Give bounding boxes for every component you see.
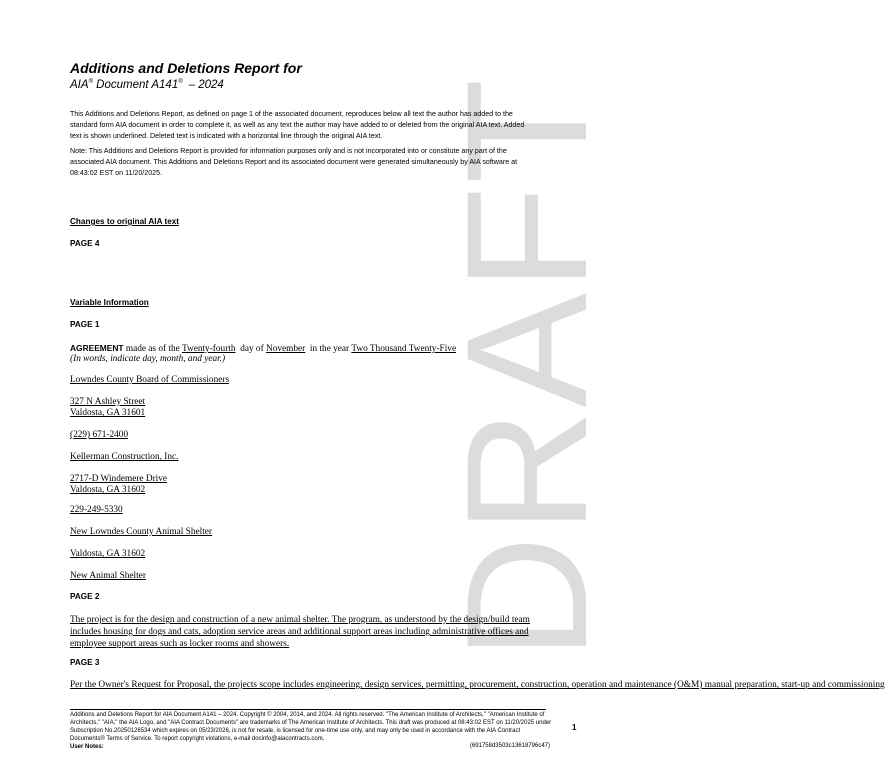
footer-reference: (691758d3503c13618796c47) (469, 743, 550, 749)
page4-header: PAGE 4 (70, 239, 100, 248)
page1-header: PAGE 1 (70, 320, 100, 329)
contractor-address-1: 2717-D Windemere Drive (70, 474, 168, 484)
agreement-month: November (266, 344, 306, 354)
registered-mark: ® (88, 79, 93, 86)
agreement-label: AGREEMENT (70, 343, 124, 353)
variable-info-header: Variable Information (70, 298, 149, 307)
document-name (70, 79, 224, 91)
page2-paragraph: The project is for the design and construction of a new animal shelter. The program, as understood by the design/build team includes housing for dogs and cats, adoption service areas and additional support areas including administrative offices and employee support areas such as locker rooms and showers. (70, 615, 530, 649)
doc-name: Document A141 (96, 79, 179, 91)
agreement-year: Two Thousand Twenty-Five (351, 344, 457, 354)
doc-prefix: AIA (70, 79, 89, 91)
day-of: day of (240, 344, 264, 354)
contractor-address-2: Valdosta, GA 31602 (70, 485, 146, 495)
page3-header: PAGE 3 (70, 658, 100, 667)
footer-text: Additions and Deletions Report for AIA Document A141 – 2024. Copyright © 2004, 2014, and 2024. All rights reserved. "The American Institute of Architects," "American Institute of Architects," "AIA," the AIA Logo, and "AIA Contract Documents" are trademarks of The American Institute of Architects. This draft was produced at 08:43:02 EST on 11/20/2025 under Subscription No.20250126534 which expires on 05/23/2026, is not for resale, is licensed for one-time use only, and may only be used in accordance with the AIA Contract Documents® Terms of Service. To report copyright violations, e-mail docinfo@aiacontracts.com. (70, 712, 552, 743)
report-title: Additions and Deletions Report for (70, 60, 302, 76)
contractor-name: Kellerman Construction, Inc. (70, 452, 179, 462)
project-location: Valdosta, GA 31602 (70, 549, 146, 559)
contractor-phone: 229-249-5330 (70, 505, 123, 515)
user-notes-label: User Notes: (70, 744, 104, 751)
owner-address-1: 327 N Ashley Street (70, 397, 146, 407)
project-description: New Animal Shelter (70, 571, 146, 581)
changes-header: Changes to original AIA text (70, 217, 180, 226)
agreement-day: Twenty-fourth (181, 344, 236, 354)
trademark-mark: ® (178, 79, 183, 86)
date-instruction: (In words, indicate day, month, and year.) (70, 354, 226, 364)
page2-header: PAGE 2 (70, 592, 100, 601)
owner-phone: (229) 671-2400 (70, 430, 129, 440)
owner-address-2: Valdosta, GA 31601 (70, 408, 146, 418)
page3-paragraph: Per the Owner's Request for Proposal, the projects scope includes engineering, design services, permitting, procurement, construction, operation and maintenance (O&M) manual preparation, start-up and commissioning (70, 680, 885, 690)
page-number: 1 (572, 723, 577, 732)
in-the-year: in the year (309, 344, 350, 354)
project-name: New Lowndes County Animal Shelter (70, 527, 213, 537)
footer-divider (70, 709, 546, 710)
draft-watermark: DRAFT (431, 76, 623, 660)
made-as-of: made as of the (125, 344, 180, 354)
owner-name: Lowndes County Board of Commissioners (70, 375, 230, 385)
doc-year: – 2024 (188, 79, 224, 91)
intro-paragraph: This Additions and Deletions Report, as defined on page 1 of the associated document, reproduces below all text the author has added to the standard form AIA document in order to complete it, as well as any text the author may have added to or deleted from the original AIA text. Added text is shown underlined. Deleted text is indicated with a horizontal line through the original AIA text. (70, 110, 525, 140)
note-paragraph: Note: This Additions and Deletions Report is provided for information purposes only and is not incorporated into or constitute any part of the associated AIA document. This Additions and Deletions Report and its associated document were generated simultaneously by AIA software at 08:43:02 EST on 11/20/2025. (70, 147, 518, 177)
